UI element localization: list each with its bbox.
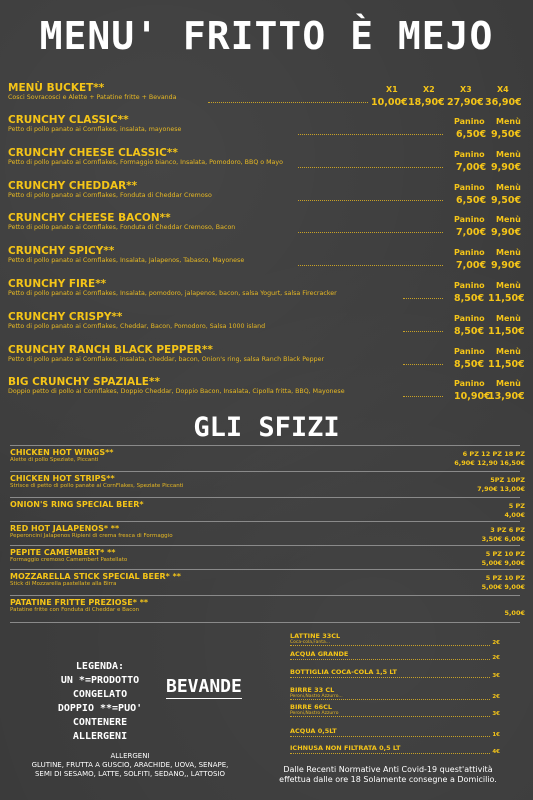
allergeni-line: GLUTINE, FRUTTA A GUSCIO, ARACHIDE, UOVA, SENAPE, bbox=[31, 761, 229, 769]
price: 11,50€ bbox=[488, 325, 525, 337]
item-name: CHICKEN HOT WINGS** bbox=[10, 448, 114, 457]
price: 2€ bbox=[492, 640, 500, 646]
menu-item-bucket bbox=[8, 82, 524, 108]
price: 8,50€ bbox=[454, 325, 485, 337]
item-desc: Petto di pollo panato ai Cornflakes, insalata, cheddar, bacon, Onion's ring, salsa Ranch Black Pepper bbox=[8, 355, 325, 363]
bevande-title: BEVANDE bbox=[166, 676, 242, 697]
bevanda-item bbox=[290, 727, 500, 738]
price: 9,90€ bbox=[491, 161, 522, 173]
legend-line: ALLERGENI bbox=[72, 731, 128, 742]
menu-item bbox=[8, 212, 524, 239]
item-name: CRUNCHY CRISPY** bbox=[8, 310, 123, 323]
price-header: X2 bbox=[423, 85, 435, 94]
price: 27,90€ bbox=[447, 97, 484, 108]
dotted-leader bbox=[290, 677, 490, 678]
dotted-leader bbox=[290, 699, 490, 700]
price-header: 6 PZ 12 PZ 18 PZ bbox=[462, 450, 525, 458]
dotted-leader bbox=[290, 736, 490, 737]
price: 8,50€ bbox=[454, 358, 485, 370]
sfizi-item bbox=[10, 548, 525, 567]
price: 1€ bbox=[492, 732, 500, 738]
item-desc: Petto di pollo panato ai Cornflakes, Cheddar, Bacon, Pomodoro, Salsa 1000 island bbox=[8, 322, 266, 330]
item-desc: Petto di pollo panato ai Cornflakes, Insalata, pomodoro, jalapenos, bacon, salsa Yogurt, salsa Firecracker bbox=[8, 290, 337, 297]
item-desc: Doppio petto di pollo ai Cornflakes, Doppio Cheddar, Doppio Bacon, Insalata, Cipolla fritta, BBQ, Mayonese bbox=[8, 388, 345, 396]
menu-item bbox=[8, 245, 524, 272]
price-header: Menù bbox=[496, 215, 521, 225]
legend-line: UN *=PRODOTTO bbox=[60, 675, 140, 686]
price-header: Panino bbox=[454, 117, 485, 126]
price-header: Panino bbox=[454, 379, 485, 389]
price: 11,50€ bbox=[488, 293, 525, 304]
bevanda-item bbox=[290, 650, 500, 661]
item-name: BOTTIGLIA COCA-COLA 1,5 LT bbox=[290, 668, 397, 676]
menu-item bbox=[8, 343, 525, 370]
sfizi-item bbox=[10, 598, 525, 617]
price: 3,50€ 6,00€ bbox=[481, 535, 525, 543]
price: 9,90€ bbox=[491, 260, 522, 272]
item-name: CRUNCHY RANCH BLACK PEPPER** bbox=[8, 343, 213, 356]
price-header: Menù bbox=[496, 117, 521, 126]
covid-note bbox=[248, 765, 528, 785]
price-header: 5 PZ 10 PZ bbox=[485, 574, 525, 582]
covid-line: Dalle Recenti Normative Anti Covid-19 quest'attività bbox=[283, 765, 493, 774]
sfizi-item bbox=[10, 500, 525, 519]
item-name: BIRRE 33 CL bbox=[290, 686, 335, 694]
item-desc: Peroni,Nastro Azzurro bbox=[290, 711, 339, 716]
dotted-leader bbox=[403, 396, 443, 397]
legend-line: CONTENERE bbox=[72, 717, 128, 728]
dotted-leader bbox=[298, 265, 443, 266]
sfizi-item bbox=[10, 572, 525, 591]
price-header: Panino bbox=[454, 149, 485, 159]
dotted-leader bbox=[403, 364, 443, 365]
price: 9,50€ bbox=[491, 129, 522, 140]
price-header: 5 PZ bbox=[508, 502, 525, 510]
divider bbox=[10, 445, 520, 446]
item-name: CRUNCHY CLASSIC** bbox=[8, 114, 129, 126]
menu-item bbox=[8, 310, 525, 337]
item-name: ICHNUSA NON FILTRATA 0,5 LT bbox=[290, 744, 401, 752]
divider bbox=[10, 595, 520, 596]
sfizi-title: GLI SFIZI bbox=[193, 412, 340, 443]
price: 11,50€ bbox=[488, 358, 525, 370]
price-header: Panino bbox=[454, 281, 485, 290]
price: 7,00€ bbox=[456, 227, 487, 239]
price: 7,00€ bbox=[456, 161, 487, 173]
item-name: MENÙ BUCKET** bbox=[8, 82, 105, 94]
price: 7,00€ bbox=[456, 260, 487, 272]
price: 36,90€ bbox=[485, 97, 522, 108]
menu-item bbox=[8, 376, 525, 403]
price-header: Panino bbox=[454, 313, 485, 323]
price: 2€ bbox=[492, 694, 500, 700]
legend-line: CONGELATO bbox=[72, 689, 128, 700]
price: 5,00€ 9,00€ bbox=[481, 583, 525, 591]
dotted-leader bbox=[290, 659, 490, 660]
price: 10,90€ bbox=[454, 391, 491, 403]
item-desc: Patatine fritte con Fonduta di Cheddar e Bacon bbox=[10, 607, 140, 613]
item-name: ACQUA 0,5LT bbox=[290, 727, 337, 735]
dotted-leader bbox=[298, 200, 443, 201]
item-name: BIG CRUNCHY SPAZIALE** bbox=[8, 376, 160, 389]
item-desc: Petto di pollo panato ai Cornflakes, Formaggio bianco, Insalata, Pomodoro, BBQ o Mayo bbox=[8, 158, 283, 166]
item-name: BIRRE 66CL bbox=[290, 703, 333, 711]
price: 5,00€ 9,00€ bbox=[481, 559, 525, 567]
item-name: LATTINE 33CL bbox=[290, 632, 341, 640]
price: 3€ bbox=[492, 673, 500, 679]
allergeni-note bbox=[0, 752, 260, 779]
price: 7,90€ 13,00€ bbox=[477, 485, 525, 493]
menu-item bbox=[8, 179, 524, 206]
price-header: Panino bbox=[454, 215, 485, 225]
allergeni-line: SEMI DI SESAMO, LATTE, SOLFITI, SEDANO,, LATTOSIO bbox=[34, 770, 226, 778]
bevanda-item bbox=[290, 703, 500, 716]
divider bbox=[10, 569, 520, 570]
dotted-leader bbox=[403, 331, 443, 332]
price-header: Panino bbox=[454, 346, 485, 356]
bevanda-item bbox=[290, 668, 500, 679]
item-desc: Petto di pollo panato ai Cornflakes, insalata, mayonese bbox=[8, 126, 182, 133]
item-desc: Coca-cola,Fanta... bbox=[290, 640, 331, 645]
price: 9,90€ bbox=[491, 227, 522, 239]
price: 6,50€ bbox=[456, 129, 487, 140]
price-header: Menù bbox=[496, 346, 521, 356]
dotted-leader bbox=[208, 102, 368, 103]
sfizi-item bbox=[10, 448, 525, 467]
item-desc: Formaggio cremoso Camembert Pastellato bbox=[10, 557, 128, 563]
dotted-leader bbox=[290, 645, 490, 646]
bevanda-item bbox=[290, 632, 500, 645]
price-header: X4 bbox=[497, 85, 509, 94]
allergeni-line: ALLERGENI bbox=[110, 752, 150, 760]
dotted-leader bbox=[298, 167, 443, 168]
item-desc: Petto di pollo panato ai Cornflakes, Fonduta di Cheddar Cremoso bbox=[8, 191, 212, 199]
price: 8,50€ bbox=[454, 293, 485, 304]
item-name: PEPITE CAMEMBERT* ** bbox=[10, 548, 116, 557]
divider bbox=[10, 471, 520, 472]
price-header: Menù bbox=[496, 379, 521, 389]
item-desc: Strisce di petto di pollo panate ai CornFlakes, Speziate Piccanti bbox=[10, 483, 184, 489]
price: 2€ bbox=[492, 655, 500, 661]
price: 4,00€ bbox=[504, 511, 525, 519]
menu-item bbox=[8, 146, 524, 173]
price-header: Panino bbox=[454, 182, 485, 192]
dotted-leader bbox=[290, 716, 490, 717]
item-desc: Cosci Sovracosci e Alette + Patatine fritte + Bevanda bbox=[8, 94, 177, 101]
price-header: X1 bbox=[386, 85, 398, 94]
price: 9,50€ bbox=[491, 194, 522, 206]
item-name: CRUNCHY SPICY** bbox=[8, 245, 115, 258]
item-name: CRUNCHY FIRE** bbox=[8, 278, 107, 290]
price-header: Panino bbox=[454, 248, 485, 258]
item-name: PATATINE FRITTE PREZIOSE* ** bbox=[10, 598, 149, 607]
item-name: ACQUA GRANDE bbox=[290, 650, 349, 658]
item-desc: Peroni,Nastro Azzurro... bbox=[290, 694, 343, 699]
menu-item bbox=[8, 278, 525, 304]
legend-line: LEGENDA: bbox=[75, 661, 125, 672]
price: 10,00€ bbox=[371, 97, 408, 108]
price-header: 3 PZ 6 PZ bbox=[490, 526, 525, 534]
item-name: CRUNCHY CHEDDAR** bbox=[8, 179, 138, 192]
item-desc: Petto di pollo panato ai Cornflakes, Fonduta di Cheddar Cremoso, Bacon bbox=[8, 224, 236, 232]
dotted-leader bbox=[298, 232, 443, 233]
menu-item bbox=[8, 114, 524, 140]
item-desc: Stick di Mozzarella pastellate alla Birra bbox=[10, 581, 117, 587]
item-name: MOZZARELLA STICK SPECIAL BEER* ** bbox=[10, 572, 181, 581]
sfizi-item bbox=[10, 474, 525, 493]
bevanda-item bbox=[290, 744, 500, 755]
divider bbox=[10, 622, 520, 623]
divider bbox=[10, 497, 520, 498]
item-name: RED HOT JALAPENOS* ** bbox=[10, 524, 120, 533]
price-header: X3 bbox=[460, 85, 472, 94]
price: 6,50€ bbox=[456, 194, 487, 206]
price-header: Menù bbox=[496, 149, 521, 159]
covid-line: effettua dalle ore 18 Solamente consegne a Domicilio. bbox=[279, 775, 497, 784]
price-header: Menù bbox=[496, 313, 521, 323]
item-desc: Alette di pollo Speziate, Piccanti bbox=[10, 457, 99, 463]
price: 18,90€ bbox=[408, 97, 445, 108]
price-header: 5 PZ 10 PZ bbox=[485, 550, 525, 558]
legend-line: DOPPIO **=PUO' bbox=[57, 703, 143, 714]
item-name: ONION'S RING SPECIAL BEER* bbox=[10, 500, 144, 509]
dotted-leader bbox=[290, 753, 490, 754]
divider bbox=[10, 521, 520, 522]
price-header: 5PZ 10PZ bbox=[490, 476, 525, 484]
legend bbox=[20, 660, 180, 744]
price: 5,00€ bbox=[504, 609, 525, 617]
sfizi-item bbox=[10, 524, 525, 543]
dotted-leader bbox=[403, 298, 443, 299]
item-desc: Peperoncini Jalapenos Ripieni di crema fresca di Formaggio bbox=[10, 533, 173, 539]
bevanda-item bbox=[290, 686, 500, 699]
price: 3€ bbox=[492, 711, 500, 717]
item-desc: Petto di pollo panato ai Cornflakes, Insalata, Jalapenos, Tabasco, Mayonese bbox=[8, 257, 245, 265]
price: 4€ bbox=[492, 749, 500, 755]
price-header: Menù bbox=[496, 248, 521, 258]
divider bbox=[10, 545, 520, 546]
menu-title: MENU' FRITTO È MEJO bbox=[39, 14, 494, 58]
price-header: Menù bbox=[496, 182, 521, 192]
item-name: CRUNCHY CHEESE BACON** bbox=[8, 212, 171, 225]
price-header: Menù bbox=[496, 281, 521, 290]
price: 13,90€ bbox=[488, 391, 525, 403]
item-name: CHICKEN HOT STRIPS** bbox=[10, 474, 115, 483]
price: 6,90€ 12,90 16,50€ bbox=[454, 459, 525, 467]
item-name: CRUNCHY CHEESE CLASSIC** bbox=[8, 146, 178, 159]
dotted-leader bbox=[298, 134, 443, 135]
